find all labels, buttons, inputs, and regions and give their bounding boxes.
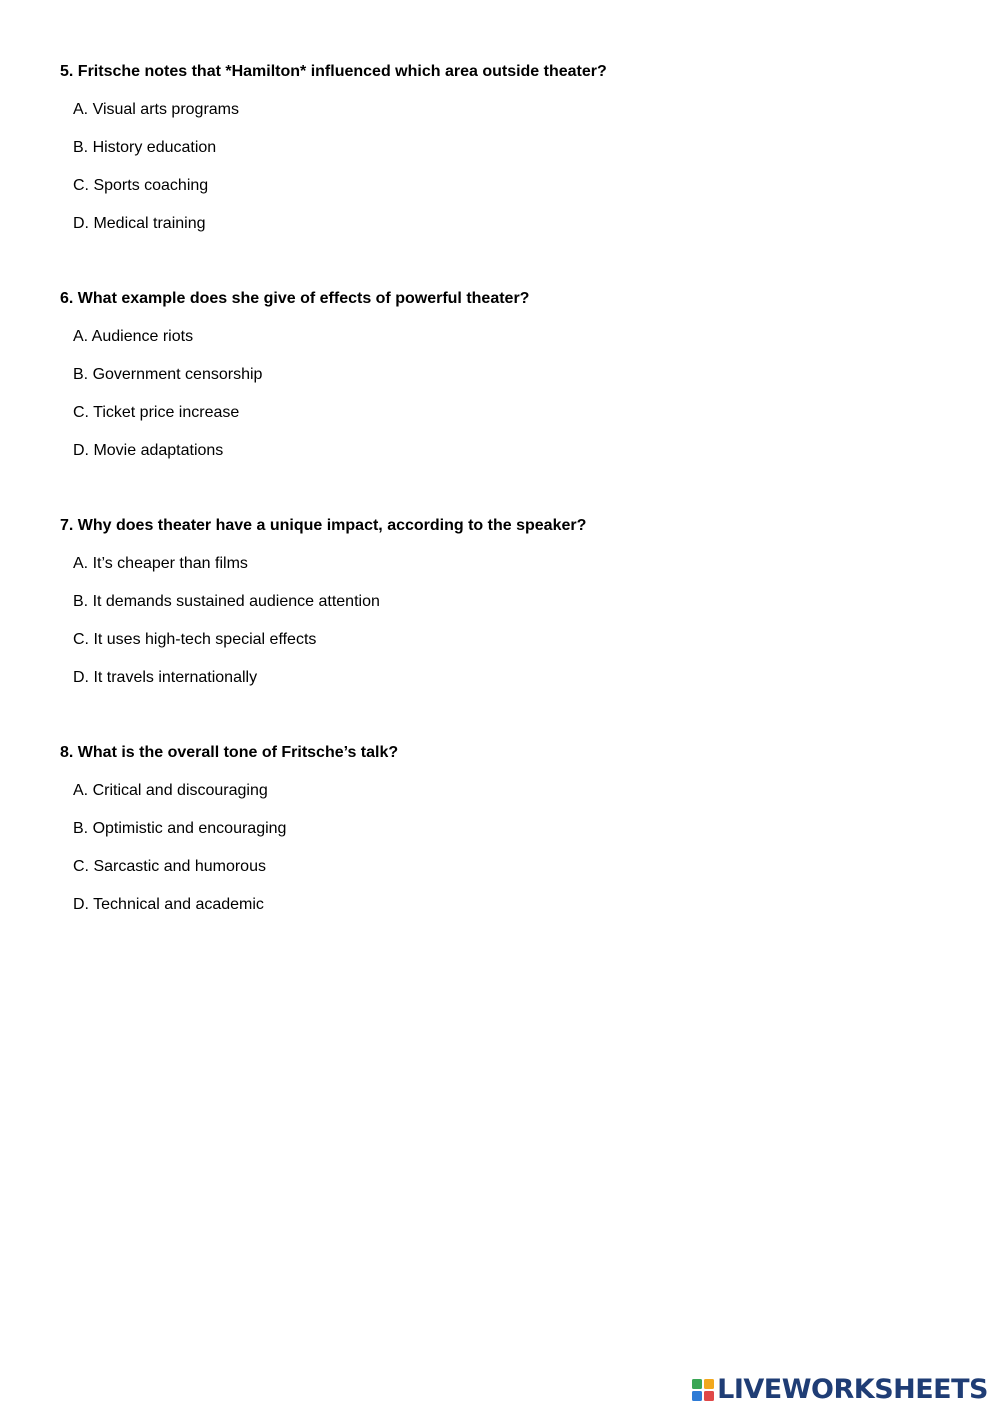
option-d[interactable]: D. Technical and academic xyxy=(73,896,264,913)
options-list xyxy=(60,100,960,234)
option-b[interactable]: B. Government censorship xyxy=(73,366,263,383)
question-5 xyxy=(60,62,960,234)
option-a[interactable]: A. Visual arts programs xyxy=(73,101,239,118)
options-list xyxy=(60,327,960,461)
liveworksheets-logo-icon xyxy=(692,1379,714,1401)
option-c[interactable]: C. Sarcastic and humorous xyxy=(73,858,266,875)
option-a[interactable]: A. Audience riots xyxy=(73,328,194,345)
option-c[interactable]: C. Ticket price increase xyxy=(73,404,240,421)
option-d[interactable]: D. It travels internationally xyxy=(73,669,258,686)
liveworksheets-logo-text: LIVEWORKSHEETS xyxy=(717,1374,988,1405)
liveworksheets-logo xyxy=(692,1374,988,1406)
option-c[interactable]: C. Sports coaching xyxy=(73,177,209,194)
question-text: 6. What example does she give of effects of powerful theater? xyxy=(60,290,530,307)
question-text: 8. What is the overall tone of Fritsche’s talk? xyxy=(60,744,399,761)
option-b[interactable]: B. History education xyxy=(73,139,217,156)
question-text: 5. Fritsche notes that *Hamilton* influenced which area outside theater? xyxy=(60,63,607,80)
option-a[interactable]: A. Critical and discouraging xyxy=(73,782,268,799)
options-list xyxy=(60,781,960,915)
option-a[interactable]: A. It’s cheaper than films xyxy=(73,555,248,572)
option-b[interactable]: B. Optimistic and encouraging xyxy=(73,820,287,837)
question-7 xyxy=(60,516,960,688)
option-d[interactable]: D. Movie adaptations xyxy=(73,442,224,459)
option-c[interactable]: C. It uses high-tech special effects xyxy=(73,631,317,648)
option-d[interactable]: D. Medical training xyxy=(73,215,206,232)
question-text: 7. Why does theater have a unique impact, according to the speaker? xyxy=(60,517,587,534)
option-b[interactable]: B. It demands sustained audience attention xyxy=(73,593,380,610)
question-6 xyxy=(60,289,960,461)
question-8 xyxy=(60,743,960,915)
options-list xyxy=(60,554,960,688)
